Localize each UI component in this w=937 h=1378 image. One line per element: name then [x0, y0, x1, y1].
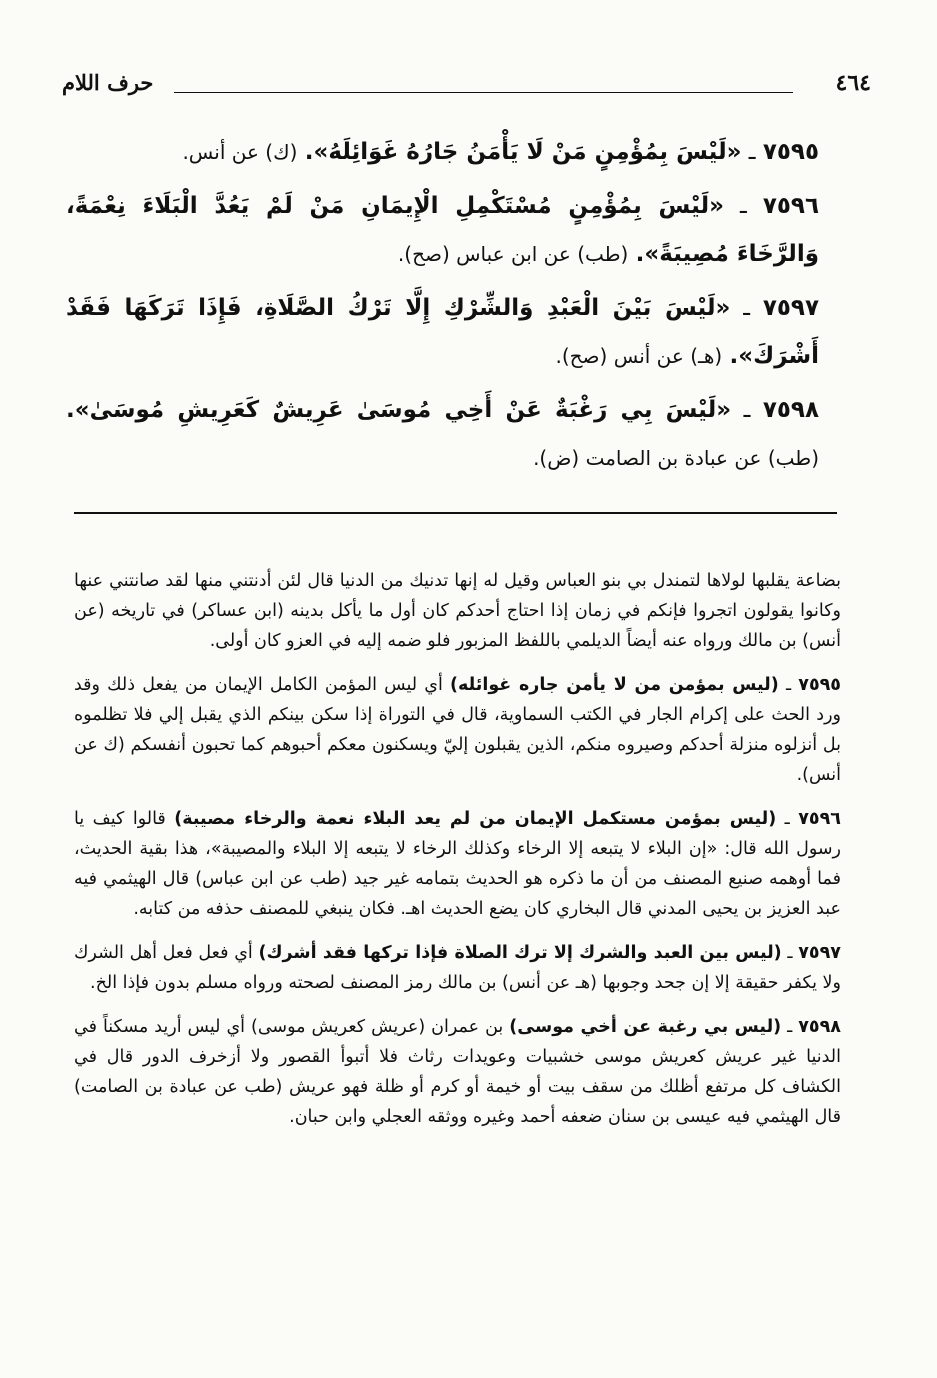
hadith-number: ٧٥٩٥ — [762, 139, 819, 165]
commentary-item: ٧٥٩٧ ـ (ليس بين العبد والشرك إلا ترك الصلاة فإذا تركها فقد أشرك) أي فعل فعل أهل الشرك ولا يكفر حقيقة إلا إن جحد وجوبها (هـ عن أنس) بن مالك رمز المصنف لصحته ورواه مسلم بدون فإذا الخ. — [74, 943, 841, 993]
hadith-list — [66, 128, 819, 488]
commentary-body: بن عمران (عريش كعريش موسى) أي ليس أريد مسكناً في الدنيا غير عريش كعريش موسى خشبيات وعويدات رثاث فلا أتبوأ القصور ولا أزخرف الدور قال في الكشاف كل مرتفع أظلك من سقف بيت أو خيمة أو كرم أو ظلة فهو عريش (طب عن عبادة بن الصامت) قال الهيثمي فيه عيسى بن سنان ضعفه أحمد وغيره ووثقه العجلي وابن حبان. — [74, 1017, 841, 1127]
commentary-lead: (ليس بي رغبة عن أخي موسى) — [509, 1017, 782, 1037]
hadith-source: (طب) عن عبادة بن الصامت (ض). — [533, 446, 819, 470]
commentary-body: قالوا كيف يا رسول الله قال: «إن البلاء لا يتبعه إلا الرخاء وكذلك الرخاء لا يتبعه إلا البلاء والمصيبة»، هذا بقية الحديث، فما أوهمه صنيع المصنف من أن ما ذكره هو الحديث بتمامه غير جيد (طب عن ابن عباس) قال الهيثمي فيه عبد العزيز بن يحيى المدني قال البخاري كان يضع الحديث اهـ. فكان ينبغي للمصنف حذفه من كتابه. — [74, 809, 841, 919]
commentary-item: ٧٥٩٦ ـ (ليس بمؤمن مستكمل الإيمان من لم يعد البلاء نعمة والرخاء مصيبة) قالوا كيف يا رسول الله قال: «إن البلاء لا يتبعه إلا الرخاء وكذلك الرخاء لا يتبعه إلا البلاء والمصيبة»، هذا بقية الحديث، فما أوهمه صنيع المصنف من أن ما ذكره هو الحديث بتمامه غير جيد (طب عن ابن عباس) قال الهيثمي فيه عبد العزيز بن يحيى المدني قال البخاري كان يضع الحديث اهـ. فكان ينبغي للمصنف حذفه من كتابه. — [74, 809, 841, 919]
page-number: ٤٦٤ — [835, 70, 871, 96]
commentary-lead: (ليس بمؤمن مستكمل الإيمان من لم يعد البلاء نعمة والرخاء مصيبة) — [174, 809, 777, 829]
hadith-number: ٧٥٩٧ — [762, 295, 819, 321]
header-rule — [174, 92, 793, 93]
commentary-lead: (ليس بين العبد والشرك إلا ترك الصلاة فإذا تركها فقد أشرك) — [258, 943, 782, 963]
hadith-text: «لَيْسَ بِمُؤْمِنٍ مَنْ لَا يَأْمَنُ جَارُهُ غَوَائِلَهُ». — [304, 139, 742, 165]
commentary-number: ٧٥٩٨ — [798, 1017, 841, 1037]
hadith-source: (طب) عن ابن عباس (صح). — [397, 242, 629, 266]
hadith-text: «لَيْسَ بِي رَغْبَةٌ عَنْ أَخِي مُوسَىٰ عَرِيشٌ كَعَرِيشِ مُوسَىٰ». — [66, 397, 732, 423]
hadith-text: «لَيْسَ بِمُؤْمِنٍ مُسْتَكْمِلِ الْإِيمَانِ مَنْ لَمْ يَعُدَّ الْبَلَاءَ نِعْمَةً، وَالرَّخَاءَ مُصِيبَةً». — [66, 193, 819, 267]
commentary-body: أي ليس المؤمن الكامل الإيمان من يفعل ذلك وقد ورد الحث على إكرام الجار في الكتب السماوية، قال في التوراة إذا سكن بينكم الذي يقبل إلي فلا تظلموه بل أنزلوه منزلة أحدكم وصيروه منكم، الذين يقبلون إليّ ويسكنون معكم أحبوهم كما تحبون أنفسكم (ك عن أنس). — [74, 675, 841, 785]
hadith-source: (هـ) عن أنس (صح). — [555, 344, 723, 368]
commentary-number: ٧٥٩٧ — [798, 943, 841, 963]
commentary-number: ٧٥٩٦ — [798, 809, 841, 829]
commentary-body: أي فعل فعل أهل الشرك ولا يكفر حقيقة إلا إن جحد وجوبها (هـ عن أنس) بن مالك رمز المصنف لصحته ورواه مسلم بدون فإذا الخ. — [74, 943, 841, 993]
commentary-number: ٧٥٩٥ — [798, 675, 841, 695]
hadith-entry: ٧٥٩٥ ـ «لَيْسَ بِمُؤْمِنٍ مَنْ لَا يَأْمَنُ جَارُهُ غَوَائِلَهُ». (ك) عن أنس. — [182, 139, 819, 165]
commentary-intro: بضاعة يقلبها لولاها لتمندل بي بنو العباس وقيل له إنها تدنيك من الدنيا قال لئن أدنتني منها لقد صانتني عنها وكانوا يقولون اتجروا فإنكم في زمان إذا احتاج أحدكم كان أول ما يأكل بدينه (ابن عساكر) في تاريخه (عن أنس) بن مالك ورواه عنه أيضاً الديلمي باللفظ المزبور فلو ضمه إليه في العزو كان أولى. — [74, 571, 841, 651]
page-header — [62, 70, 871, 106]
commentary-item: ٧٥٩٥ ـ (ليس بمؤمن من لا يأمن جاره غوائله) أي ليس المؤمن الكامل الإيمان من يفعل ذلك وقد ورد الحث على إكرام الجار في الكتب السماوية، قال في التوراة إذا سكن بينكم الذي يقبل إلي فلا تظلموه بل أنزلوه منزلة أحدكم وصيروه منكم، الذين يقبلون إليّ ويسكنون معكم أحبوهم كما تحبون أنفسكم (ك عن أنس). — [74, 675, 841, 785]
section-divider — [74, 512, 837, 514]
hadith-number: ٧٥٩٨ — [762, 397, 819, 423]
commentary-item: ٧٥٩٨ ـ (ليس بي رغبة عن أخي موسى) بن عمران (عريش كعريش موسى) أي ليس أريد مسكناً في الدنيا غير عريش كعريش موسى خشبيات وعويدات رثاث فلا أتبوأ القصور ولا أزخرف الدور قال في الكشاف كل مرتفع أظلك من سقف بيت أو خيمة أو كرم أو ظلة فهو عريش (طب عن عبادة بن الصامت) قال الهيثمي فيه عيسى بن سنان ضعفه أحمد وغيره ووثقه العجلي وابن حبان. — [74, 1017, 841, 1127]
chapter-title: حرف اللام — [62, 70, 154, 95]
hadith-number: ٧٥٩٦ — [762, 193, 819, 219]
commentary-section — [74, 566, 841, 1146]
hadith-entry: ٧٥٩٨ ـ «لَيْسَ بِي رَغْبَةٌ عَنْ أَخِي مُوسَىٰ عَرِيشٌ كَعَرِيشِ مُوسَىٰ». (طب) عن عبادة بن الصامت (ض). — [66, 397, 819, 470]
hadith-entry: ٧٥٩٧ ـ «لَيْسَ بَيْنَ الْعَبْدِ وَالشِّرْكِ إِلَّا تَرْكُ الصَّلَاةِ، فَإِذَا تَرَكَهَا فَقَدْ أَشْرَكَ». (هـ) عن أنس (صح). — [66, 295, 819, 369]
hadith-text: «لَيْسَ بَيْنَ الْعَبْدِ وَالشِّرْكِ إِلَّا تَرْكُ الصَّلَاةِ، فَإِذَا تَرَكَهَا فَقَدْ أَشْرَكَ». — [66, 295, 819, 369]
commentary-lead: (ليس بمؤمن من لا يأمن جاره غوائله) — [450, 675, 779, 695]
hadith-source: (ك) عن أنس. — [182, 140, 298, 164]
hadith-entry: ٧٥٩٦ ـ «لَيْسَ بِمُؤْمِنٍ مُسْتَكْمِلِ الْإِيمَانِ مَنْ لَمْ يَعُدَّ الْبَلَاءَ نِعْمَةً، وَالرَّخَاءَ مُصِيبَةً». (طب) عن ابن عباس (صح). — [66, 193, 819, 267]
